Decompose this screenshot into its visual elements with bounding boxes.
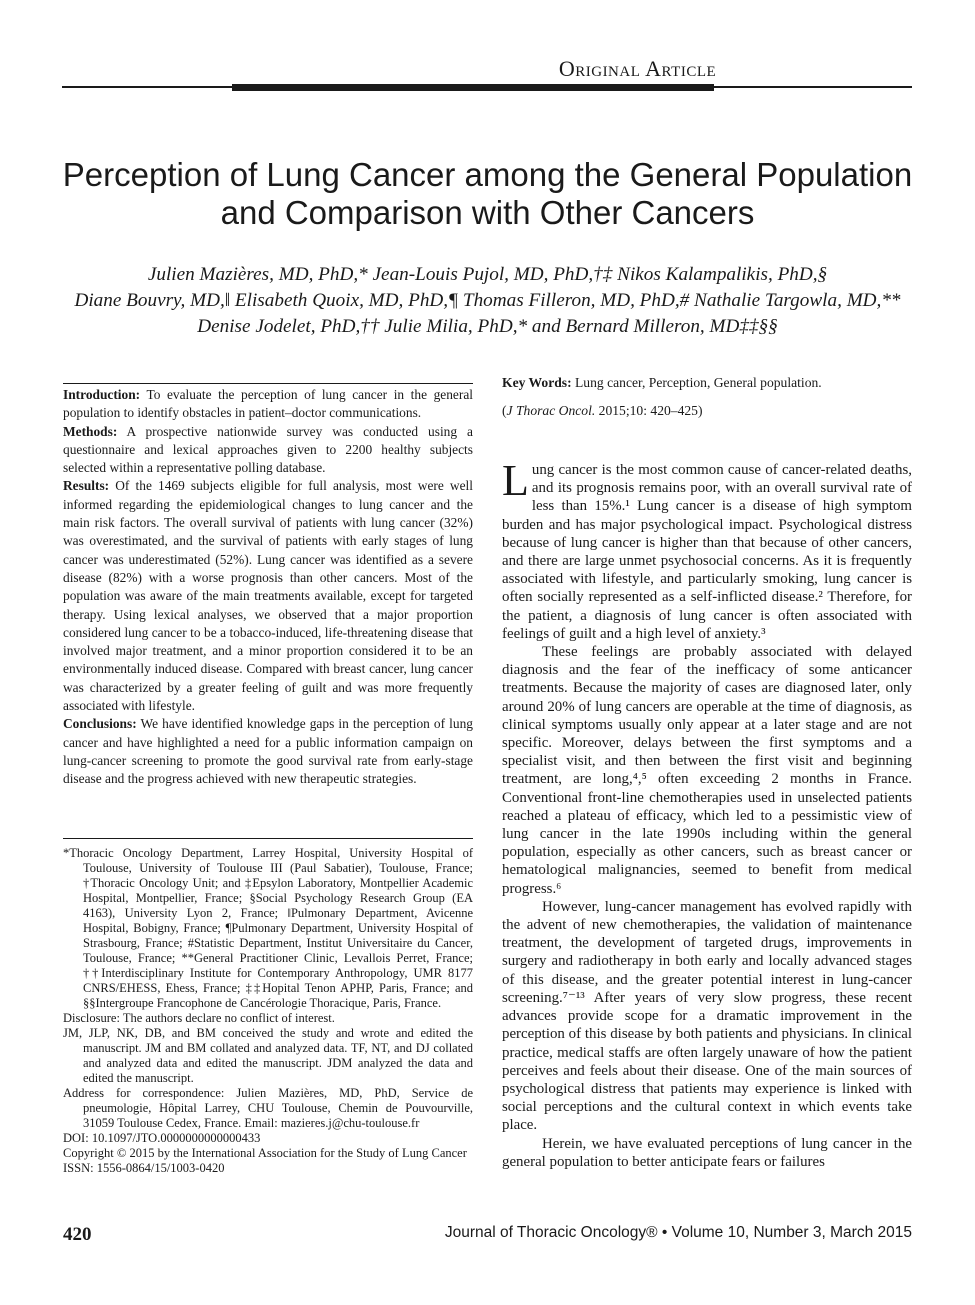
citation-details: 2015;10: 420–425)	[595, 403, 703, 418]
footnote-doi: DOI: 10.1097/JTO.0000000000000433	[63, 1131, 261, 1145]
abstract-introduction	[63, 386, 473, 423]
footnote-issn: ISSN: 1556-0864/15/1003-0420	[63, 1161, 225, 1175]
abstract-label: Results:	[63, 478, 110, 494]
abstract-text: A prospective nationwide survey was conducted using a questionnaire and lexical approaches given to 2200 healthy subjects selected within a representative polling database.	[63, 423, 473, 476]
footnote-copyright: Copyright © 2015 by the International Association for the Study of Lung Cancer	[63, 1146, 467, 1160]
author-list	[40, 262, 935, 340]
citation	[502, 402, 912, 420]
keywords-text: Lung cancer, Perception, General population.	[571, 375, 822, 390]
body-paragraph: These feelings are probably associated with delayed diagnosis and the fear of the inefficacy of some anticancer treatments. Because the majority of cases are diagnosed later, only around 20% of lung cancers are operable at the time of diagnosis, as clinical symptoms usually only appear at a later stage and are not specific. Moreover, delays between the first symptoms and a specialist visit, and then between the first visit and beginning treatment, are long,⁴,⁵ often exceeding 2 months in France. Conventional front-line chemotherapies used in unselected patients reached a plateau of efficacy, which led to a pessimistic view of lung cancer in the late 1990s including within the general population, especially as other cancers, such as breast cancer or hematological malignancies, seemed to benefit from medical progress.⁶	[502, 644, 912, 897]
page-number: 420	[63, 1224, 92, 1245]
citation-open: (	[502, 403, 507, 418]
footnote-contributions: JM, JLP, NK, DB, and BM conceived the study and wrote and edited the manuscript. JM and BM collated and analyzed data. TF, NT, and DJ collated and analyzed data and edited the manuscript. JDM analyzed the data and edited the manuscript.	[63, 1026, 473, 1085]
footnote-affiliations: *Thoracic Oncology Department, Larrey Hospital, University Hospital of Toulouse, University of Toulouse III (Paul Sabatier), Toulouse, France; †Thoracic Oncology Unit; and ‡Epsylon Laboratory, Montpellier Academic Hospital, Montpellier, France; §Social Psychology Research Group (EA 4163), University Lyon 2, France; ‖Pulmonary Department, Avicenne Hospital, Bobigny, France; ¶Pulmonary Department, University Hospital of Strasbourg, France; #Statistic Department, Institut Universitaire du Cancer, Toulouse, France; **General Practitioner Clinic, Levallois Perret, France; ††Interdisciplinary Institute for Contemporary Anthropology, UMR 8177 CNRS/EHESS, Ehess, France; ‡‡Hopital Tenon APHP, Paris, France; and §§Intergroupe Francophone de Cancérologie Thoracique, Paris, France.	[63, 846, 473, 1010]
abstract	[63, 383, 473, 789]
abstract-text: Of the 1469 subjects eligible for full analysis, most were well informed regarding the epidemiological changes to lung cancer and the main risk factors. The overall survival of patients with lung cancer (32%) was overestimated, and the survival of patients with early stages of lung cancer was underestimated (52%). Lung cancer was identified as a severe disease (82%) with a worse prognosis than other cancers. Most of the population was aware of the main treatments available, except for targeted therapy. Using lexical analyses, we observed that a major proportion considered lung cancer to be a tobacco-induced, life-threatening disease that involved major treatment, and a minor proportion considered it to be an environmentally induced disease. Compared with breast cancer, lung cancer was characterized by a greater feeling of guilt and was more frequently associated with lifestyle.	[63, 478, 473, 714]
abstract-label: Conclusions:	[63, 716, 137, 732]
keywords	[502, 374, 912, 392]
drop-cap: L	[502, 456, 529, 505]
author-line: Diane Bouvry, MD,‖ Elisabeth Quoix, MD, PhD,¶ Thomas Filleron, MD, PhD,# Nathalie Targowla, MD,**	[74, 290, 901, 311]
abstract-label: Methods:	[63, 423, 118, 439]
abstract-label: Introduction:	[63, 387, 141, 402]
footnotes	[63, 846, 473, 1176]
keywords-label: Key Words:	[502, 375, 572, 390]
citation-journal: J Thorac Oncol.	[506, 403, 596, 418]
body-paragraph	[502, 456, 912, 643]
body-paragraph: However, lung-cancer management has evolved rapidly with the advent of new chemotherapies, the validation of maintenance treatment, the development of targeted drugs, improvements in surgery and radiotherapy in both early and locally advanced stages of this disease, and the greater potential interest in lung-cancer screening.⁷⁻¹³ After years of very slow progress, these recent advances provide scope for a dramatic improvement in the perception of this disease by both patients and physicians. In clinical practice, medical staffs are often largely unaware of how the patient perceives and feels about their disease. One of the main sources of psychological distress that patients may experience is linked with social perceptions and the cultural context in which events take place.	[502, 898, 912, 1134]
abstract-conclusions	[63, 715, 473, 788]
body-paragraph: Herein, we have evaluated perceptions of lung cancer in the general population to better anticipate fears or failures	[502, 1135, 912, 1170]
abstract-methods	[63, 423, 473, 478]
author-line: Julien Mazières, MD, PhD,* Jean-Louis Pujol, MD, PhD,†‡ Nikos Kalampalikis, PhD,§	[147, 264, 828, 285]
section-label	[0, 56, 975, 82]
body-text	[502, 456, 912, 1171]
author-line: Denise Jodelet, PhD,†† Julie Milia, PhD,* and Bernard Milleron, MD‡‡§§	[197, 316, 778, 337]
abstract-results	[63, 477, 473, 715]
footnote-disclosure: Disclosure: The authors declare no conflict of interest.	[63, 1011, 335, 1025]
article-title: Perception of Lung Cancer among the General Population and Comparison with Other Cancers	[62, 156, 913, 231]
section-label-text: Original Article	[558, 56, 717, 81]
keywords-block	[502, 374, 912, 430]
abstract-divider	[63, 838, 473, 839]
abstract-text: We have identified knowledge gaps in the perception of lung cancer and have highlighted a need for a public information campaign on lung-cancer screening to promote the good survival rate from early-stage disease and the progress achieved with new therapeutic strategies.	[63, 716, 473, 787]
footnote-correspondence: Address for correspondence: Julien Mazières, MD, PhD, Service de pneumologie, Hôpital Larrey, CHU Toulouse, Chemin de Pouvourville, 31059 Toulouse Cedex, France. Email: mazieres.j@chu-toulouse.fr	[63, 1086, 473, 1130]
body-paragraph-text: ung cancer is the most common cause of cancer-related deaths, and its prognosis remains poor, with an overall survival rate of less than 15%.¹ Lung cancer is a disease of high symptom burden and has major psychological impact. Psychological distress because of lung cancer is higher than that because of other cancers, and there are large unmet psychosocial concerns. As it is frequently associated with lifestyle, and particularly smoking, lung cancer is often socially represented as a self-inflicted disease.² Therefore, for the patient, a diagnosis of lung cancer is often associated with feelings of guilt and a high level of anxiety.³	[502, 462, 912, 642]
journal-info: Journal of Thoracic Oncology® • Volume 10, Number 3, March 2015	[444, 1224, 912, 1241]
abstract-text: To evaluate the perception of lung cancer in the general population to identify obstacles in patient–doctor communications.	[63, 387, 473, 421]
header-rule-bar	[232, 84, 714, 91]
